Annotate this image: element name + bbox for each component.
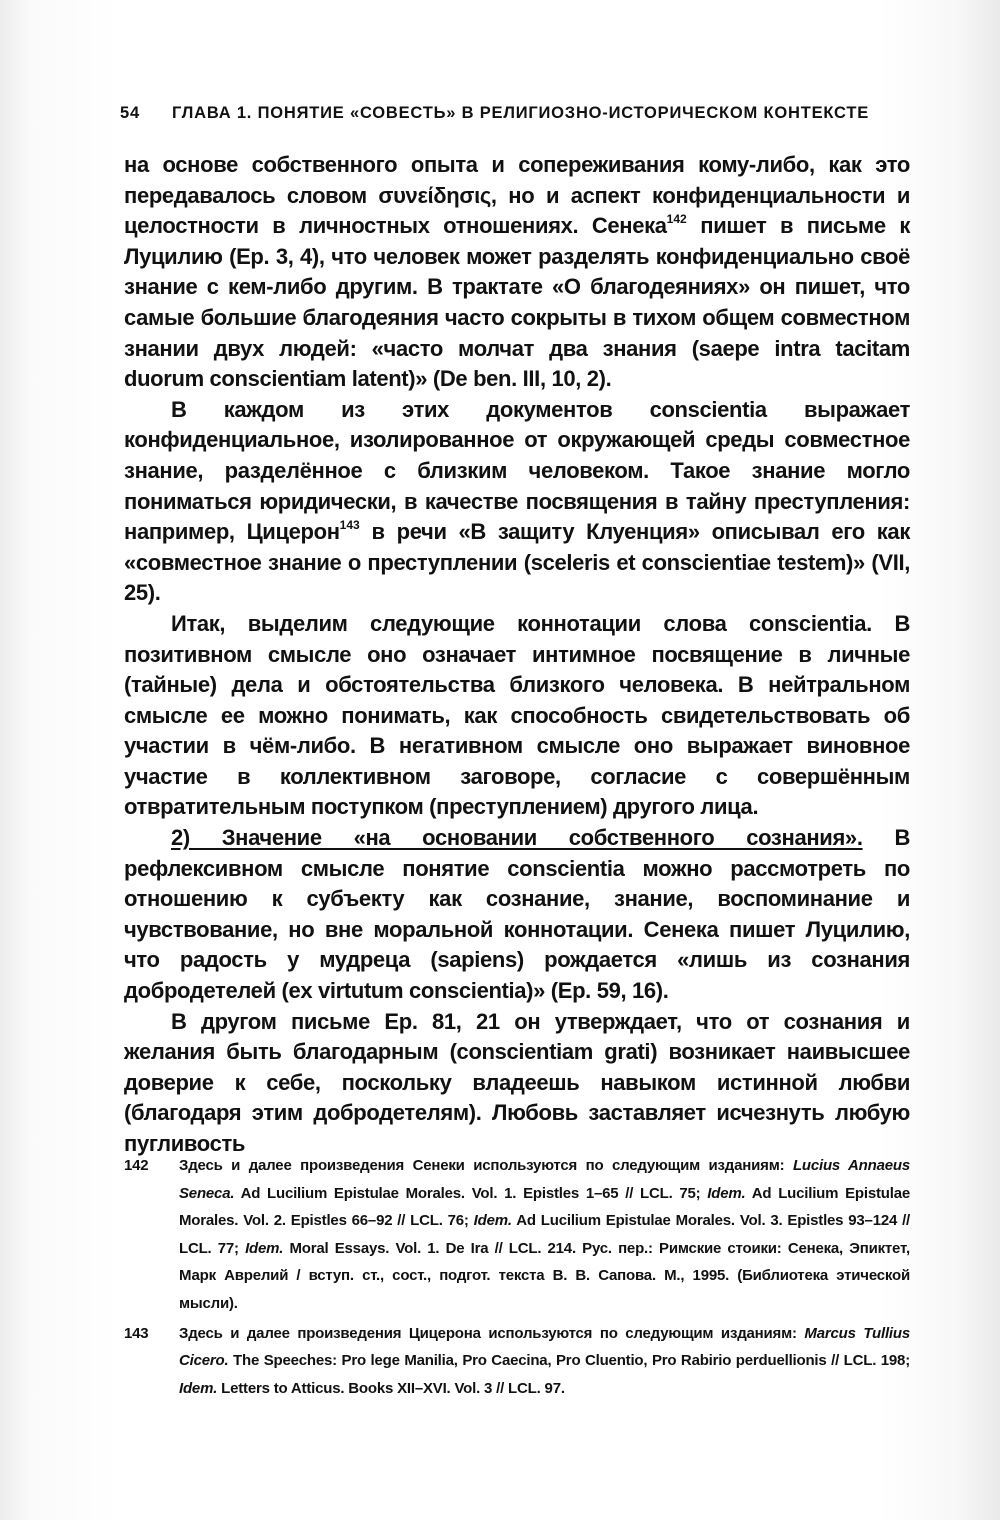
paragraph-5: В другом письме Ep. 81, 21 он утверждает, что от сознания и желания быть благодарным (conscientiam grati) возникает наивысшее доверие к себе, поскольку владеешь навыком истинной любви (благодаря этим добродетелям). Любовь заставляет исчезнуть любую пугливость xyxy=(124,1008,910,1156)
page-number: 54 xyxy=(120,104,140,122)
main-text xyxy=(124,150,910,1160)
footnote-ref-143[interactable]: 143 xyxy=(339,518,360,533)
paragraph-4 xyxy=(124,823,910,1007)
paragraph-2-text-a: В каждом из этих документов conscientia выражает конфиденциальное, изолированное от окружающей среды совместное знание, разделённое с близким человеком. Такое знание могло пониматься юридически, в качестве посвящения в тайну преступления: например, Цицерон xyxy=(124,396,910,545)
paragraph-1-text-b: пишет в письме к Луцилию (Ep. 3, 4), что человек может разделять конфиденциально своё знание с кем-либо другим. В трактате «О благодеяниях» он пишет, что самые большие благодеяния часто сокрыты в тихом общем совместном знании двух людей: «часто молчат два знания (saepe intra tacitam duorum conscientiam latent)» (De ben. III, 10, 2). xyxy=(124,213,910,392)
paragraph-4-text: В рефлексивном смысле понятие conscientia можно рассмотреть по отношению к субъекту как сознание, знание, воспоминание и чувствование, но вне моральной коннотации. Сенека пишет Луцилию, что радость у мудреца (sapiens) рождается «лишь из сознания добродетелей (ex virtutum conscientia)» (Ep. 59, 16). xyxy=(124,825,910,1004)
paragraph-2-text-b: в речи «В защиту Клуенция» описывал его как «совместное знание о преступлении (sceleris et conscientiae testem)» (VII, 25). xyxy=(124,519,910,606)
footnotes xyxy=(124,1152,910,1404)
footnote-number: 142 xyxy=(124,1157,149,1174)
footnote-text: Здесь и далее произведения Цицерона используются по следующим изданиям: Marcus Tullius Cicero. The Speeches: Pro lege Manilia, Pro Caecina, Pro Cluentio, Pro Rabirio perduellionis // LCL. 198; Idem. Letters to Atticus. Books XII–XVI. Vol. 3 // LCL. 97. xyxy=(179,1324,910,1397)
paragraph-2 xyxy=(124,395,910,609)
footnote-number: 143 xyxy=(124,1324,149,1342)
footnote-143 xyxy=(124,1320,910,1403)
footnote-142 xyxy=(124,1152,910,1318)
footnote-ref-142[interactable]: 142 xyxy=(666,212,687,227)
running-header xyxy=(120,104,880,123)
paragraph-3: Итак, выделим следующие коннотации слова conscientia. В позитивном смысле оно означает интимное посвящение в личные (тайные) дела и обстоятельства близкого человека. В нейтральном смысле ее можно понимать, как способность свидетельствовать об участии в чём-либо. В негативном смысле оно выражает виновное участие в коллективном заговоре, согласие с совершённым отвратительным поступком (преступлением) другого лица. xyxy=(124,610,910,820)
section-heading-underlined: 2) Значение «на основании собственного сознания». xyxy=(171,825,863,851)
paragraph-1 xyxy=(124,150,910,395)
running-title: ГЛАВА 1. ПОНЯТИЕ «СОВЕСТЬ» В РЕЛИГИОЗНО-ИСТОРИЧЕСКОМ КОНТЕКСТЕ xyxy=(172,104,870,122)
footnote-text: Здесь и далее произведения Сенеки используются по следующим изданиям: Lucius Annaeus Seneca. Ad Lucilium Epistulae Morales. Vol. 1. Epistles 1–65 // LCL. 75; Idem. Ad Lucilium Epistulae Morales. Vol. 2. Epistles 66–92 // LCL. 76; Idem. Ad Lucilium Epistulae Morales. Vol. 3. Epistles 93–124 // LCL. 77; Idem. Moral Essays. Vol. 1. De Ira // LCL. 214. Рус. пер.: Римские стоики: Сенека, Эпиктет, Марк Аврелий / вступ. ст., сост., подгот. текста В. В. Сапова. М., 1995. (Библиотека этической мысли). xyxy=(179,1157,910,1312)
paragraph-1-text-a: на основе собственного опыта и сопереживания кому-либо, как это передавалось словом συνείδησις, но и аспект конфиденциальности и целостности в личностных отношениях. Сенека xyxy=(124,152,910,239)
